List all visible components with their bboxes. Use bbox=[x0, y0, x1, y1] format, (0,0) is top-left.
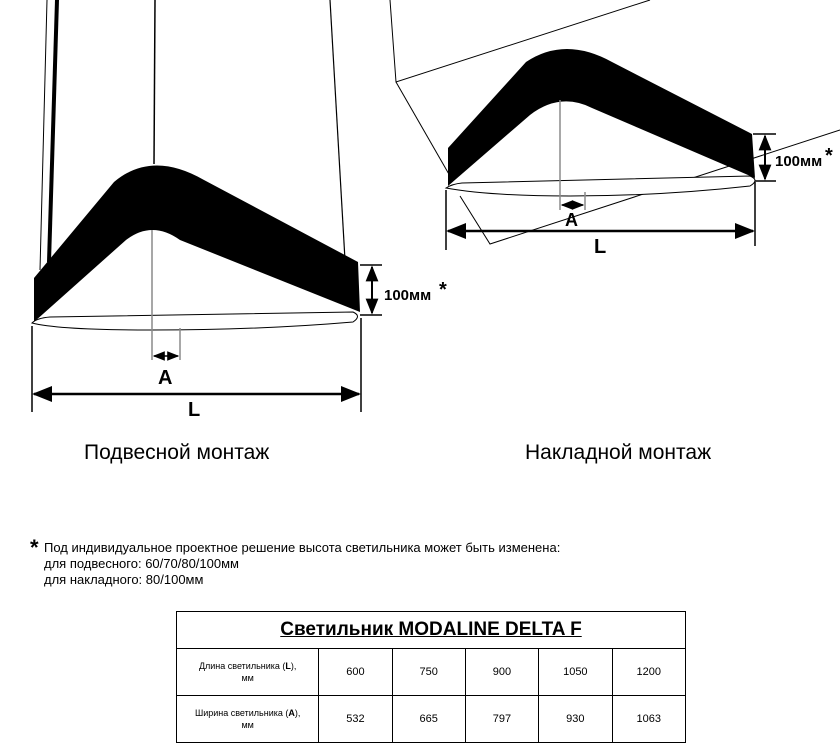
table-row bbox=[177, 696, 686, 743]
footnote-line: для накладного: 80/100мм bbox=[44, 572, 204, 587]
suspended-caption: Подвесной монтаж bbox=[84, 441, 270, 464]
table-cell: 750 bbox=[392, 649, 465, 696]
suspension-cable-left-thin bbox=[40, 0, 47, 270]
row-header-text: Ширина светильника ( bbox=[194, 708, 289, 718]
row-header-width bbox=[177, 696, 319, 743]
table-cell: 1200 bbox=[612, 649, 685, 696]
table-cell: 900 bbox=[465, 649, 538, 696]
luminaire-diffuser-surface bbox=[446, 176, 755, 196]
height-label: 100мм bbox=[384, 287, 432, 304]
surface-caption: Накладной монтаж bbox=[525, 441, 712, 464]
ceiling-plane-edge bbox=[396, 82, 450, 176]
table-cell: 600 bbox=[319, 649, 392, 696]
height-asterisk: * bbox=[825, 145, 833, 167]
table-cell: 532 bbox=[319, 696, 392, 743]
footnote-asterisk: * bbox=[30, 535, 39, 560]
table-row bbox=[177, 649, 686, 696]
row-header-unit: мм bbox=[241, 673, 254, 683]
width-label: A bbox=[158, 367, 173, 389]
height-asterisk: * bbox=[439, 279, 447, 301]
row-header-text: Длина светильника ( bbox=[198, 661, 286, 671]
footnote-line: Под индивидуальное проектное решение высота светильника может быть изменена: bbox=[44, 540, 561, 555]
luminaire-diffuser-suspended bbox=[32, 312, 358, 330]
table-cell: 797 bbox=[465, 696, 538, 743]
spec-table bbox=[176, 611, 686, 743]
row-header-text: ), bbox=[290, 661, 297, 671]
row-header-length bbox=[177, 649, 319, 696]
suspension-cable-center bbox=[154, 0, 155, 164]
luminaire-body-surface bbox=[448, 49, 755, 186]
table-cell: 1050 bbox=[539, 649, 612, 696]
height-label: 100мм bbox=[775, 153, 823, 170]
row-header-key: A bbox=[288, 708, 295, 718]
width-label: A bbox=[565, 210, 578, 230]
table-cell: 1063 bbox=[612, 696, 685, 743]
row-header-text: ), bbox=[294, 708, 301, 718]
length-label: L bbox=[188, 399, 201, 421]
surface-luminaire bbox=[390, 0, 840, 258]
row-header-key: L bbox=[285, 661, 291, 671]
suspension-cable-right bbox=[330, 0, 345, 260]
suspension-cable-left bbox=[49, 0, 57, 262]
length-label: L bbox=[594, 236, 607, 258]
suspended-luminaire bbox=[32, 0, 447, 421]
row-header-unit: мм bbox=[241, 720, 254, 730]
footnote bbox=[30, 535, 561, 588]
table-cell: 930 bbox=[539, 696, 612, 743]
table-title: Светильник MODALINE DELTA F bbox=[177, 612, 686, 649]
table-cell: 665 bbox=[392, 696, 465, 743]
footnote-line: для подвесного: 60/70/80/100мм bbox=[44, 556, 239, 571]
luminaire-body-suspended bbox=[34, 165, 360, 322]
